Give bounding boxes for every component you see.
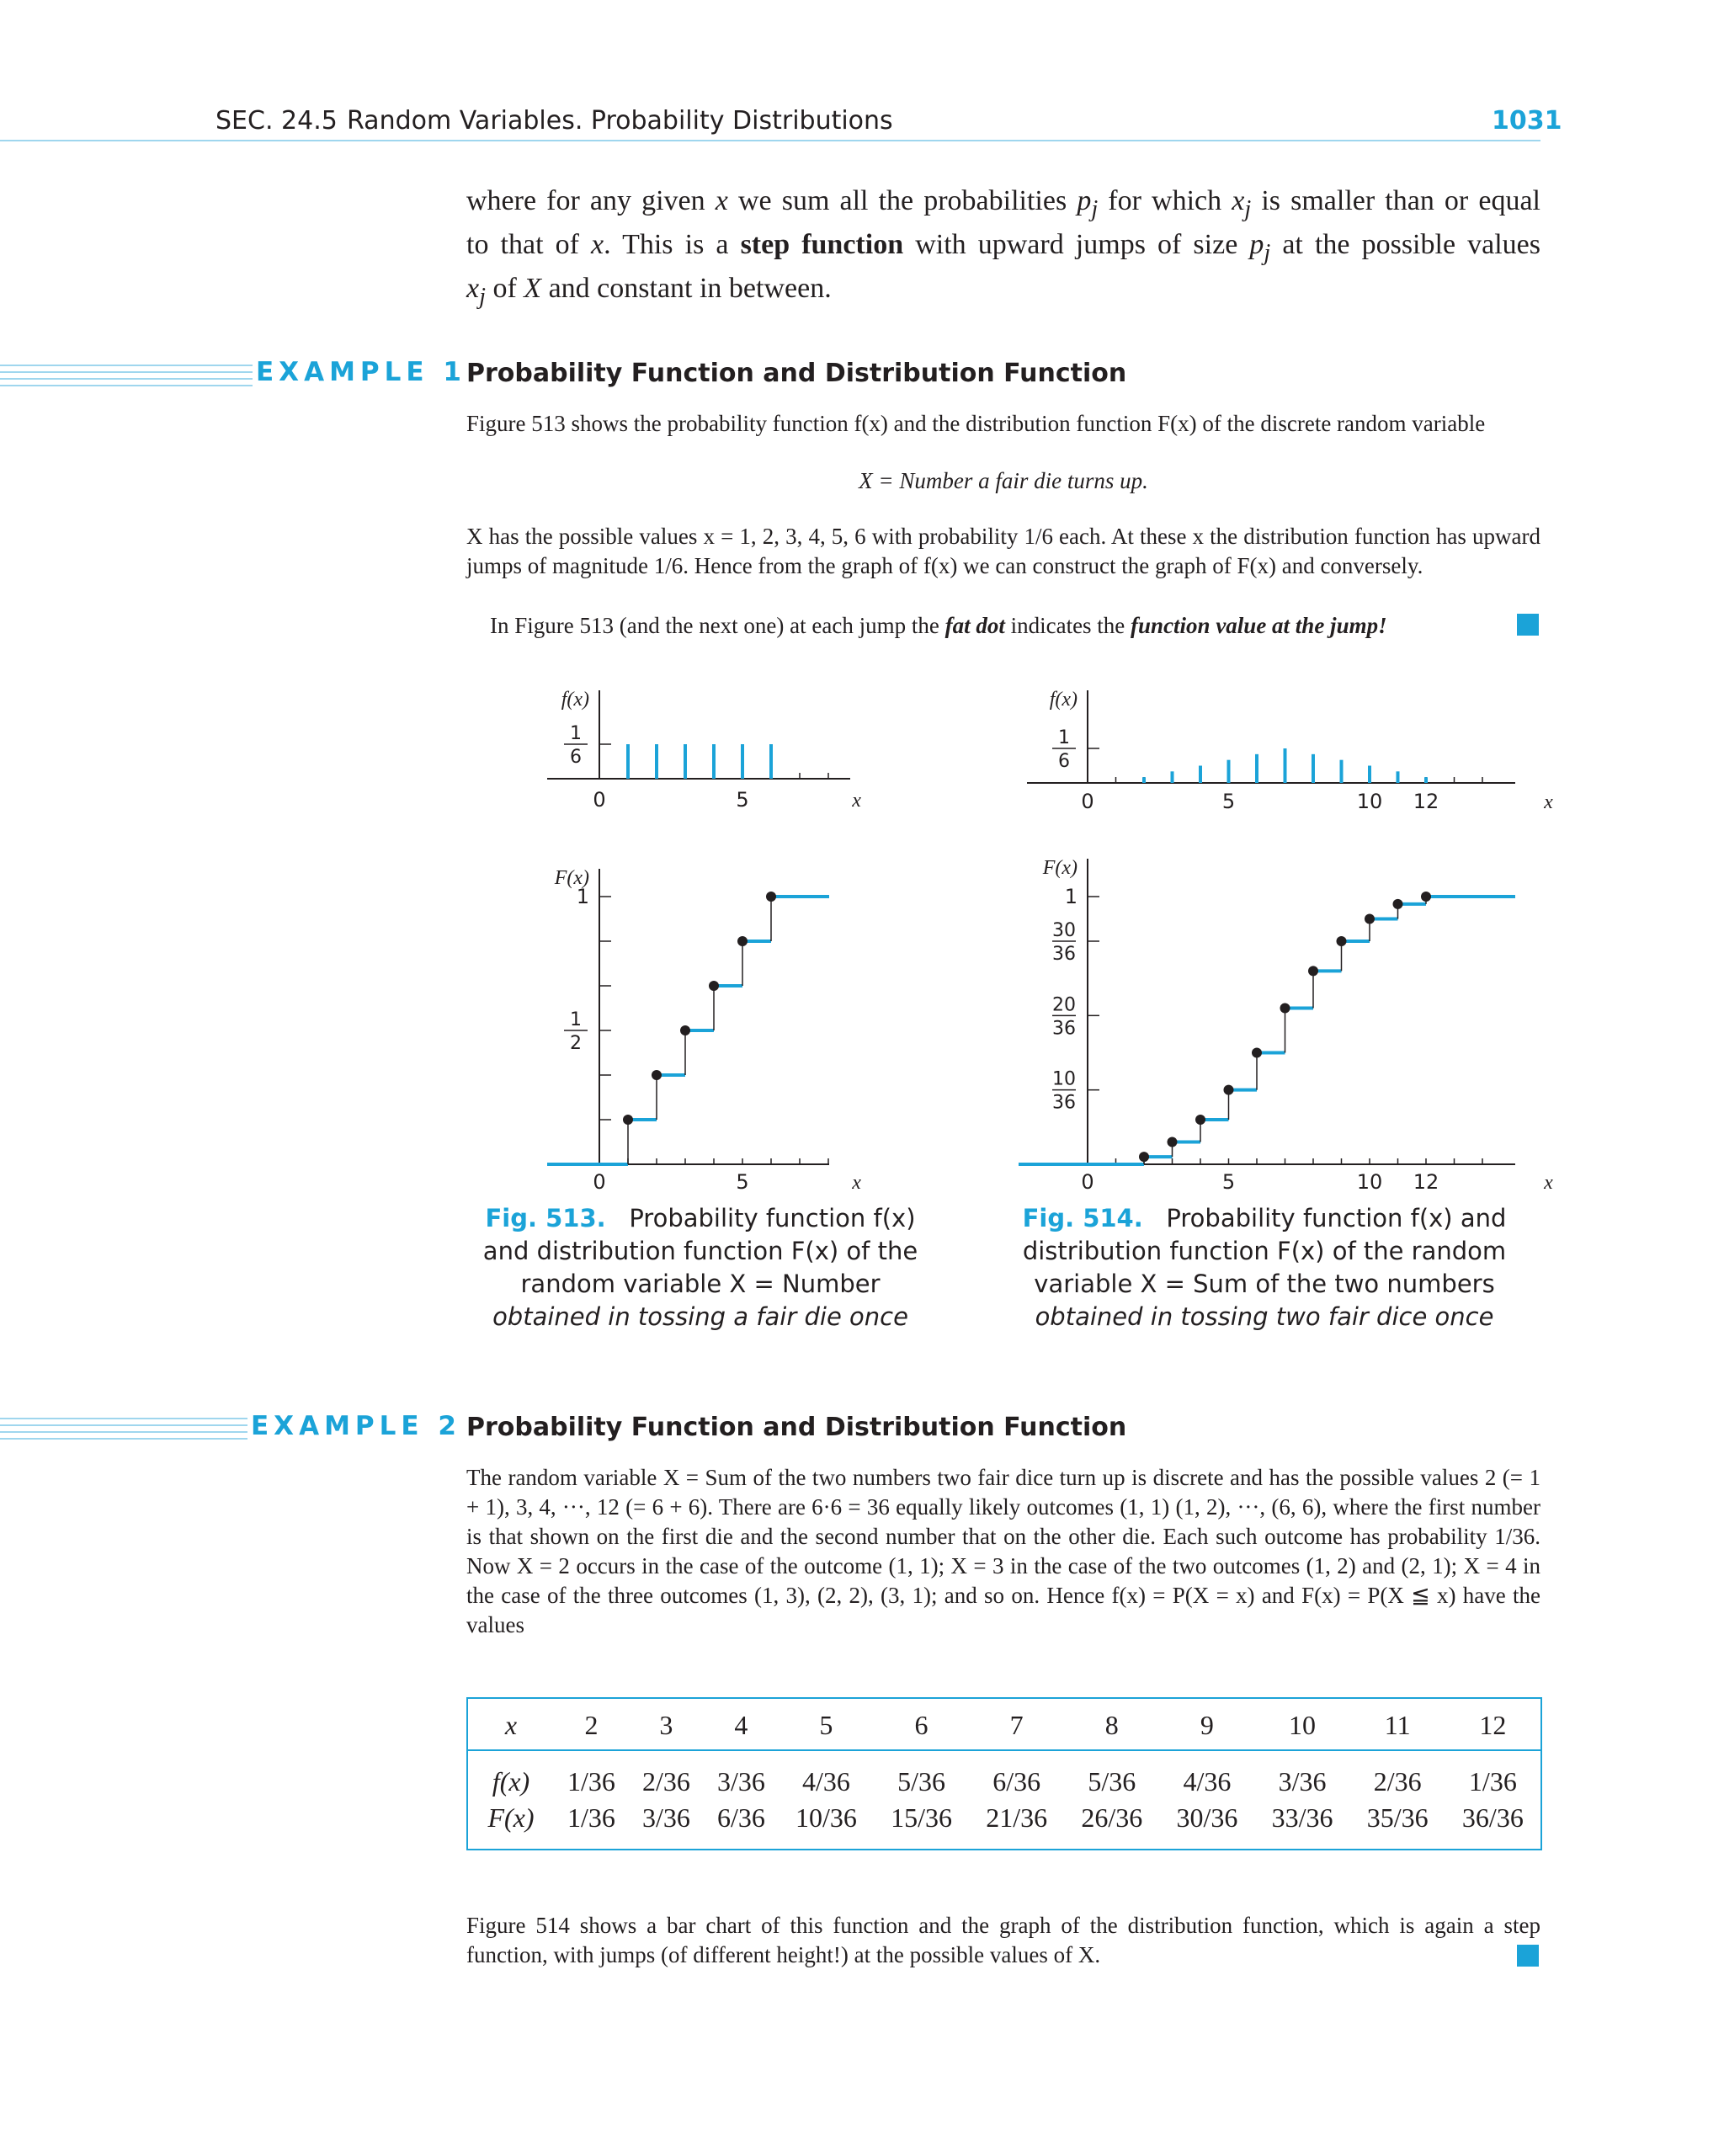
table-row-f: [468, 1751, 1540, 1798]
example1-label: EXAMPLE 1: [253, 357, 470, 387]
table-cell: 10/36: [795, 1802, 857, 1833]
chart-513-F: [547, 867, 861, 1194]
x-tick-label: 0: [1081, 790, 1094, 813]
tick-label-denominator: 2: [570, 1033, 582, 1054]
table-cell: 5/36: [1088, 1766, 1136, 1797]
jump-dot: [1308, 966, 1318, 976]
section-title: Random Variables. Probability Distributions: [347, 106, 893, 136]
header-rule: [0, 140, 1540, 141]
jump-dot: [1252, 1047, 1262, 1057]
tick-label-denominator: 6: [1058, 751, 1070, 772]
fig514-caption-line4: obtained in tossing two fair dice once: [1035, 1302, 1494, 1331]
x-tick-label: 10: [1356, 790, 1383, 813]
table-header-cell: x: [504, 1709, 518, 1740]
jump-dot: [1280, 1003, 1290, 1014]
example1-para3: In Figure 513 (and the next one) at each jump the fat dot indicates the function value at the jump!: [490, 613, 1387, 638]
table-row-F: [468, 1798, 1540, 1837]
table-cell: 36/36: [1461, 1802, 1524, 1833]
tick-label-denominator: 36: [1052, 944, 1076, 965]
end-of-example2-square: [1517, 1945, 1539, 1967]
table-header-cell: 2: [584, 1709, 599, 1740]
table-header-cell: 10: [1289, 1709, 1317, 1740]
end-of-example1-square: [1517, 614, 1539, 636]
intro-paragraph: [466, 184, 1540, 314]
table-header-cell: 11: [1384, 1709, 1411, 1740]
table-cell: 4/36: [1183, 1766, 1232, 1797]
table-header-cell: 12: [1479, 1709, 1507, 1740]
tick-label-numerator: 1: [1058, 727, 1070, 748]
table-cell: 1/36: [1468, 1766, 1517, 1797]
example2-para2: Figure 514 shows a bar chart of this function and the graph of the distribution function, which is again a step function, with jumps (of different height!) at the possible values of X.: [466, 1913, 1540, 1967]
y-tick-label: [1052, 727, 1076, 772]
table-header-cell: 4: [734, 1709, 748, 1740]
table-cell: 3/36: [1278, 1766, 1327, 1797]
page-number: 1031: [1492, 106, 1562, 136]
table-cell: 15/36: [891, 1802, 952, 1833]
x-tick-label: 0: [593, 788, 606, 812]
table-cell: 6/36: [716, 1802, 765, 1833]
tick-label-numerator: 30: [1052, 920, 1076, 941]
jump-dot: [709, 981, 719, 991]
y-tick-label: 1: [1064, 885, 1078, 908]
tick-label-denominator: 6: [570, 747, 582, 768]
table-header-row: [468, 1699, 1540, 1751]
table-cell: 6/36: [992, 1766, 1041, 1797]
intro-line-1: where for any given x we sum all the probabilities $p_j$ for which $x_j$ is smaller than or equal: [466, 185, 1540, 222]
jump-dot: [1337, 936, 1347, 946]
jump-dot: [680, 1025, 690, 1035]
table-cell: 1/36: [567, 1802, 615, 1833]
example1-display-eq: X = Number a fair die turns up.: [859, 468, 1148, 493]
table-cell: 2/36: [641, 1766, 690, 1797]
table-header-cell: 3: [659, 1709, 673, 1740]
fig513-caption: [482, 1202, 919, 1334]
fig514-caption-line3: variable X = Sum of the two numbers: [1034, 1270, 1495, 1298]
example2-para1: The random variable X = Sum of the two numbers two fair dice turn up is discrete and has the possible values 2 (= 1 + 1), 3, 4, ···, 12 (= 6 + 6). There are 6·6 = 36 equally likely outcomes (1, 1) (1, 2), ···, (6, 6), where the first number is that shown on the first die and the second number that on the other die. Each such outcome has probability 1/36. Now X = 2 occurs in the case of the outcome (1, 1); X = 3 in the case of the two outcomes (1, 2) and (2, 1); X = 4 in the case of the three outcomes (1, 3), (2, 2), (3, 1); and so on. Hence f(x) = P(X = x) and F(x) = P(X ≦ x) have the values: [466, 1465, 1540, 1637]
jump-dot: [1139, 1152, 1149, 1162]
jump-dot: [737, 936, 748, 946]
table-cell: F(x): [487, 1802, 535, 1833]
table-cell: 1/36: [567, 1766, 615, 1797]
jump-dot: [1365, 913, 1375, 924]
fig513-caption-line4: obtained in tossing a fair die once: [492, 1302, 908, 1331]
figures-svg: [0, 657, 1724, 1499]
x-tick-label: 5: [736, 788, 749, 812]
table-cell: 5/36: [897, 1766, 945, 1797]
section-number: SEC. 24.5: [216, 106, 338, 136]
tick-label-denominator: 36: [1052, 1018, 1076, 1040]
y-tick-label: [1052, 920, 1076, 965]
tick-label-numerator: 1: [570, 1009, 582, 1030]
table-cell: 3/36: [716, 1766, 765, 1797]
chart-514-F: [1019, 857, 1553, 1194]
y-axis-label: F(x): [1042, 857, 1078, 879]
fig513-caption-line2: and distribution function F(x) of the: [482, 1237, 918, 1265]
y-tick-label: [564, 723, 588, 768]
fig513-caption-line1: Fig. 513. Probability function f(x): [485, 1204, 916, 1232]
table-header-cell: 8: [1104, 1709, 1119, 1740]
values-table-box: [466, 1697, 1542, 1850]
table-cell: 35/36: [1366, 1802, 1429, 1833]
x-tick-label: 5: [1221, 1170, 1236, 1194]
intro-line-2: to that of x. This is a step function with upward jumps of size $p_j$ at the possible values: [466, 228, 1540, 266]
x-axis-label: x: [1544, 791, 1553, 813]
x-axis-label: x: [852, 790, 861, 812]
jump-dot: [1224, 1085, 1234, 1095]
x-tick-label: 0: [593, 1170, 606, 1194]
example2-label: EXAMPLE 2: [247, 1411, 465, 1441]
jump-dot: [652, 1070, 662, 1080]
tick-label-denominator: 36: [1052, 1092, 1076, 1114]
example1-para2: X has the possible values x = 1, 2, 3, 4, 5, 6 with probability 1/6 each. At these x the distribution function has upward jumps of magnitude 1/6. Hence from the graph of f(x) we can construct the graph of F(x) and conversely.: [466, 524, 1540, 578]
x-tick-label: 5: [1221, 790, 1236, 813]
values-table: [468, 1699, 1540, 1837]
y-tick-label: [564, 1009, 588, 1054]
table-cell: 30/36: [1176, 1802, 1238, 1833]
table-cell: 3/36: [641, 1802, 690, 1833]
table-header-cell: 7: [1009, 1709, 1024, 1740]
table-cell: f(x): [492, 1766, 530, 1797]
fig514-caption-line1: Fig. 514. Probability function f(x) and: [1022, 1204, 1507, 1232]
intro-line-3: $x_j$ of X and constant in between.: [466, 272, 832, 310]
chart-514-f: [1027, 689, 1553, 813]
x-tick-label: 10: [1356, 1170, 1383, 1194]
jump-dot: [623, 1115, 633, 1125]
x-tick-label: 12: [1413, 1170, 1439, 1194]
fig513-caption-line3: random variable X = Number: [520, 1270, 881, 1298]
table-header-cell: 6: [914, 1709, 929, 1740]
y-tick-label: [1052, 994, 1076, 1039]
jump-dot: [1168, 1137, 1178, 1147]
y-axis-label: f(x): [561, 689, 589, 711]
fig514-caption: [1020, 1202, 1508, 1334]
example2-title: Probability Function and Distribution Function: [466, 1413, 1127, 1442]
x-tick-label: 0: [1081, 1170, 1094, 1194]
example1-title: Probability Function and Distribution Function: [466, 359, 1127, 388]
x-axis-label: x: [1544, 1172, 1553, 1194]
y-axis-label: F(x): [554, 867, 589, 889]
table-cell: 26/36: [1081, 1802, 1143, 1833]
table-header-cell: 5: [819, 1709, 833, 1740]
y-tick-label: 1: [576, 885, 589, 908]
jump-dot: [1195, 1115, 1205, 1125]
table-cell: 2/36: [1373, 1766, 1422, 1797]
example1-para1: Figure 513 shows the probability function f(x) and the distribution function F(x) of the discrete random variable: [466, 411, 1486, 436]
table-header-cell: 9: [1200, 1709, 1214, 1740]
x-tick-label: 5: [736, 1170, 749, 1194]
x-tick-label: 12: [1413, 790, 1439, 813]
x-axis-label: x: [852, 1172, 861, 1194]
tick-label-numerator: 20: [1052, 994, 1076, 1016]
chart-513-f: [547, 689, 861, 812]
jump-dot: [1421, 892, 1431, 902]
table-cell: 21/36: [986, 1802, 1048, 1833]
tick-label-numerator: 1: [570, 723, 582, 744]
fig514-caption-line2: distribution function F(x) of the random: [1022, 1237, 1507, 1265]
y-tick-label: [1052, 1069, 1076, 1114]
tick-label-numerator: 10: [1052, 1068, 1076, 1090]
table-cell: 33/36: [1271, 1802, 1333, 1833]
table-cell: 4/36: [801, 1766, 850, 1797]
jump-dot: [1393, 899, 1403, 909]
y-axis-label: f(x): [1049, 689, 1078, 711]
jump-dot: [766, 892, 776, 902]
